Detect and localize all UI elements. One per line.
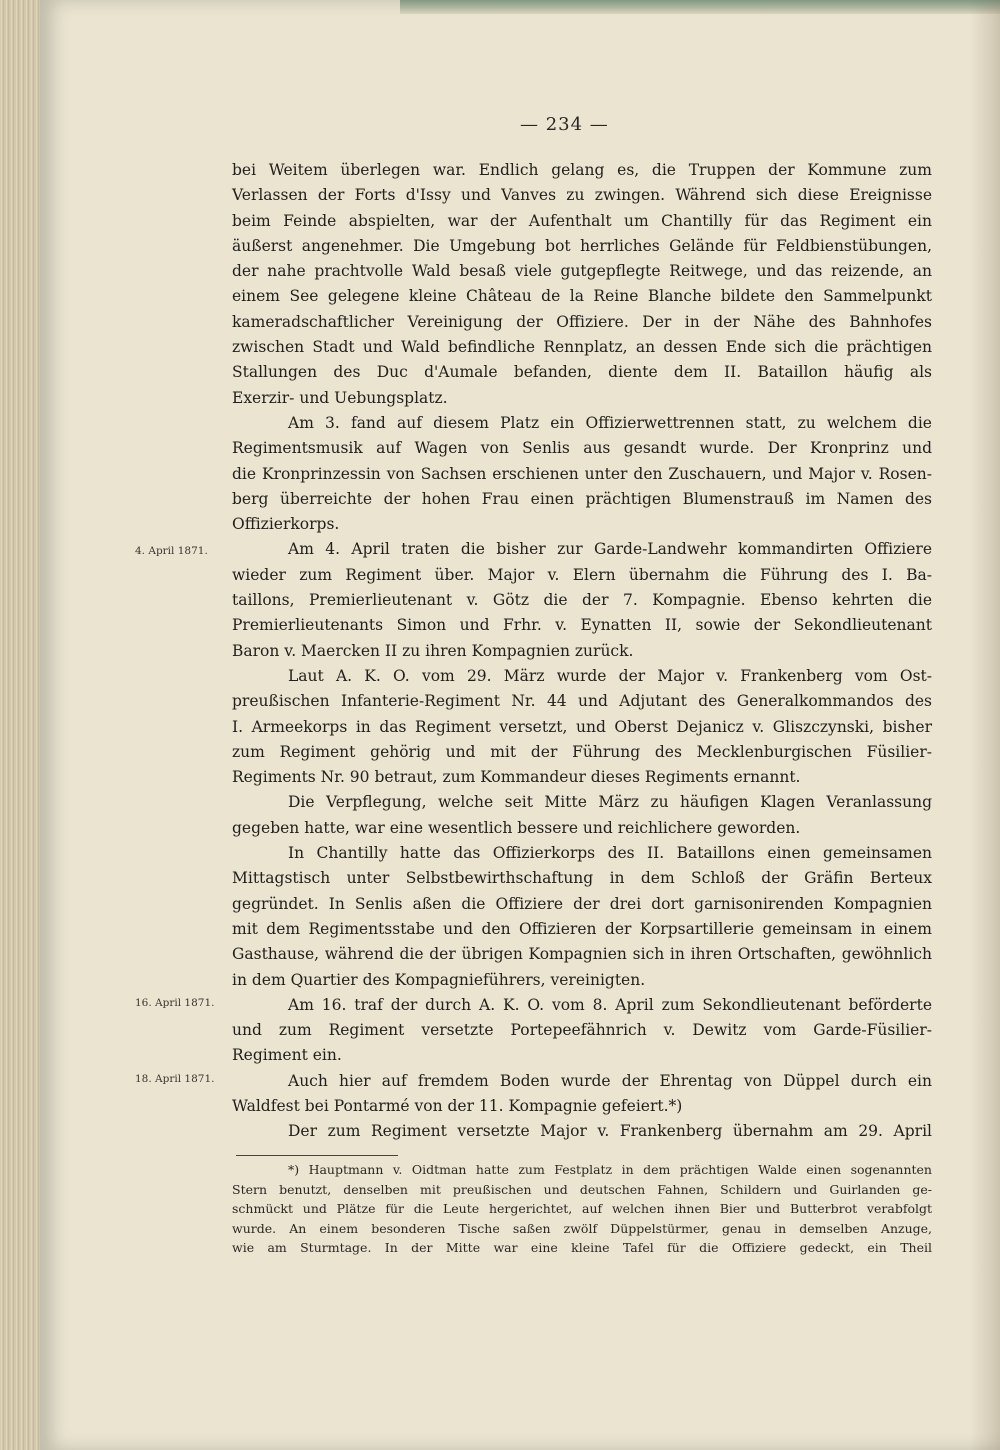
- text-line: Am 16. traf der durch A. K. O. vom 8. April zum Sekondlieutenant beförderte: [288, 995, 932, 1014]
- text-line: In Chantilly hatte das Offizierkorps des II. Bataillons einen gemeinsamen: [288, 844, 932, 863]
- page-shadow: [970, 0, 1000, 1450]
- text-line: mit dem Regimentsstabe und den Offizieren der Korpsartillerie gemeinsam in einem: [232, 919, 932, 938]
- footnote-line: Stern benutzt, denselben mit preußischen und deutschen Fahnen, Schildern und Guirlanden ge-: [232, 1181, 932, 1197]
- text-line: beim Feinde abspielten, war der Aufenthalt um Chantilly für das Regiment ein: [232, 211, 932, 230]
- text-line: Am 3. fand auf diesem Platz ein Offizierwettrennen statt, zu welchem die: [288, 413, 932, 432]
- footnote-line: wie am Sturmtage. In der Mitte war eine kleine Tafel für die Offiziere gedeckt, ein Theil: [232, 1240, 932, 1255]
- text-line: Premierlieutenants Simon und Frhr. v. Eynatten II, sowie der Sekondlieutenant: [232, 616, 932, 635]
- text-line: Waldfest bei Pontarmé von der 11. Kompagnie gefeiert.*): [232, 1096, 683, 1115]
- text-line: I. Armeekorps in das Regiment versetzt, und Oberst Dejanicz v. Gliszczynski, bisher: [232, 717, 932, 736]
- text-line: Die Verpflegung, welche seit Mitte März zu häufigen Klagen Veranlassung: [288, 793, 932, 812]
- footnote-rule: [236, 1155, 398, 1156]
- text-line: Stallungen des Duc d'Aumale befanden, diente dem II. Bataillon häufig als: [232, 363, 932, 382]
- text-line: einem See gelegene kleine Château de la Reine Blanche bildete den Sammelpunkt: [232, 287, 932, 306]
- text-line: Exerzir- und Uebungsplatz.: [232, 388, 448, 407]
- text-line: Gasthause, während die der übrigen Kompagnien sich in ihren Ortschaften, gewöhnlich: [232, 945, 932, 964]
- text-line: die Kronprinzessin von Sachsen erschienen unter den Zuschauern, und Major v. Rosen-: [232, 464, 932, 483]
- footnotes: [232, 1160, 932, 1258]
- text-line: zwischen Stadt und Wald befindliche Rennplatz, an dessen Ende sich die prächtigen: [232, 338, 932, 357]
- text-line: berg überreichte der hohen Frau einen prächtigen Blumenstrauß im Namen des: [232, 489, 932, 508]
- text-line: Regiment ein.: [232, 1046, 342, 1065]
- text-line: taillons, Premierlieutenant v. Götz die der 7. Kompagnie. Ebenso kehrten die: [232, 591, 932, 610]
- footnote-line: *) Hauptmann v. Oidtman hatte zum Festplatz in dem prächtigen Walde einen sogenannten: [288, 1162, 932, 1177]
- footnote-line: schmückt und Plätze für die Leute hergerichtet, auf welchen ihnen Bier und Butterbrot verabfolgt: [232, 1201, 932, 1216]
- margin-note-4-april: 4. April 1871.: [135, 545, 208, 557]
- text-line: Der zum Regiment versetzte Major v. Frankenberg übernahm am 29. April: [288, 1122, 932, 1141]
- text-line: Regiments Nr. 90 betraut, zum Kommandeur dieses Regiments ernannt.: [232, 768, 801, 787]
- text-line: in dem Quartier des Kompagnieführers, vereinigten.: [232, 970, 646, 989]
- text-line: kameradschaftlicher Vereinigung der Offiziere. Der in der Nähe des Bahnhofes: [232, 312, 932, 331]
- text-line: wieder zum Regiment über. Major v. Elern übernahm die Führung des I. Ba-: [232, 565, 932, 584]
- text-line: Am 4. April traten die bisher zur Garde-Landwehr kommandirten Offiziere: [288, 540, 932, 559]
- text-line: Verlassen der Forts d'Issy und Vanves zu zwingen. Während sich diese Ereignisse: [232, 186, 932, 205]
- binding-edge: [400, 0, 1000, 14]
- text-line: Laut A. K. O. vom 29. März wurde der Major v. Frankenberg vom Ost-: [288, 666, 932, 685]
- text-line: Mittagstisch unter Selbstbewirthschaftung in dem Schloß der Gräfin Berteux: [232, 869, 932, 888]
- text-line: Regimentsmusik auf Wagen von Senlis aus gesandt wurde. Der Kronprinz und: [232, 439, 932, 458]
- text-line: und zum Regiment versetzte Portepeefähnrich v. Dewitz vom Garde-Füsilier-: [232, 1021, 932, 1040]
- margin-note-18-april: 18. April 1871.: [135, 1073, 215, 1085]
- text-line: gegeben hatte, war eine wesentlich bessere und reichlichere geworden.: [232, 818, 801, 837]
- text-line: Offizierkorps.: [232, 515, 340, 534]
- text-line: zum Regiment gehörig und mit der Führung des Mecklenburgischen Füsilier-: [232, 742, 932, 761]
- footnote-line: wurde. An einem besonderen Tische saßen zwölf Düppelstürmer, genau in demselben Anzuge,: [232, 1220, 932, 1236]
- text-line: der nahe prachtvolle Wald besaß viele gutgepflegte Reitwege, und das reizende, an: [232, 262, 932, 281]
- page-stack-edge: [0, 0, 40, 1450]
- page-number: — 234 —: [520, 114, 609, 135]
- text-line: preußischen Infanterie-Regiment Nr. 44 und Adjutant des Generalkommandos des: [232, 692, 932, 711]
- text-line: Baron v. Maercken II zu ihren Kompagnien zurück.: [232, 641, 634, 660]
- body-text: [232, 158, 932, 1145]
- margin-note-16-april: 16. April 1871.: [135, 997, 215, 1009]
- text-line: äußerst angenehmer. Die Umgebung bot herrliches Gelände für Feldbienstübungen,: [232, 236, 932, 255]
- text-line: bei Weitem überlegen war. Endlich gelang es, die Truppen der Kommune zum: [232, 161, 932, 179]
- text-line: Auch hier auf fremdem Boden wurde der Ehrentag von Düppel durch ein: [288, 1071, 932, 1090]
- text-line: gegründet. In Senlis aßen die Offiziere der drei dort garnisonirenden Kompagnien: [232, 894, 932, 913]
